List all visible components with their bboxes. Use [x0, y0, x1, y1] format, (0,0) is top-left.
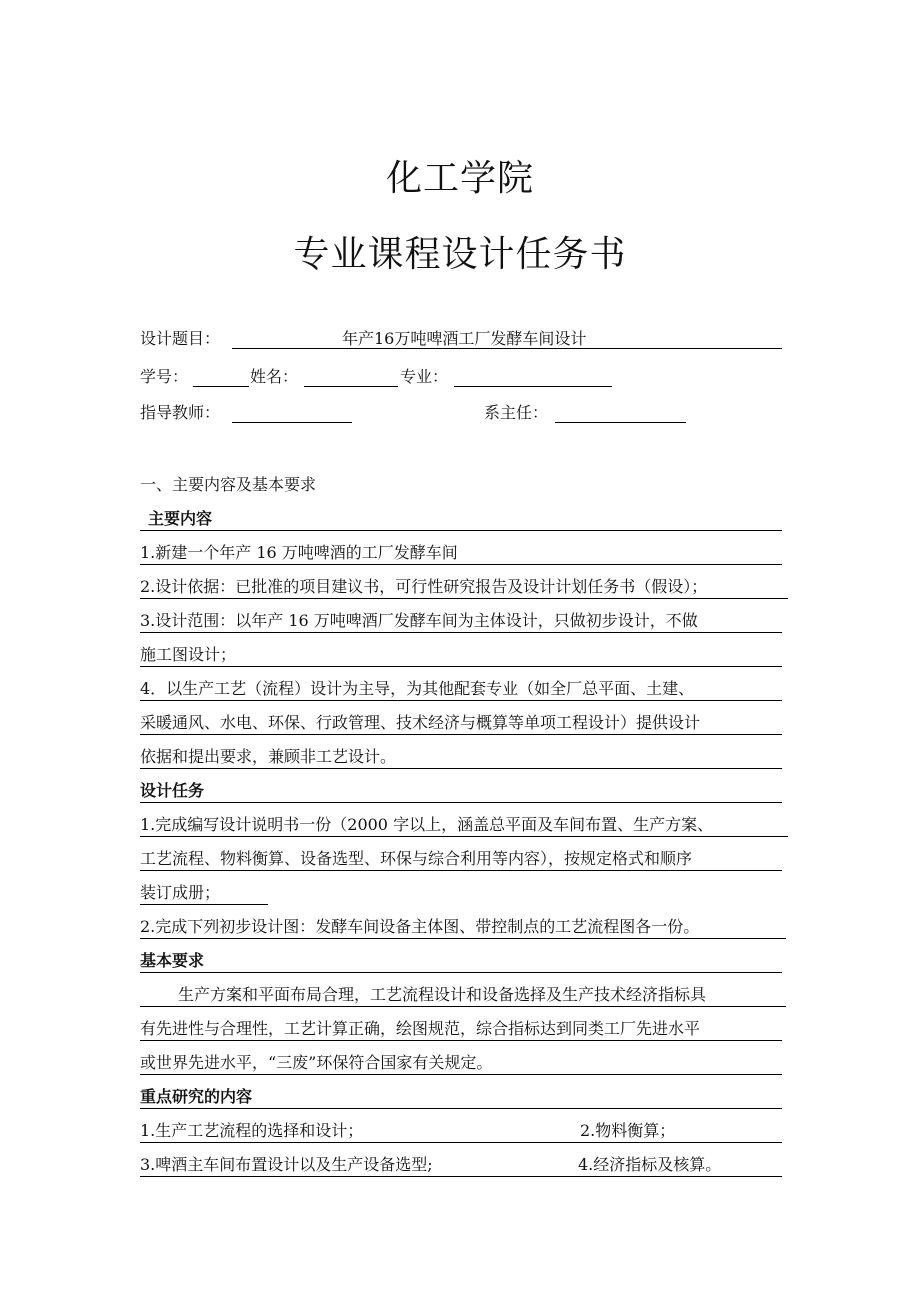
- focus-item: 3.啤酒主车间布置设计以及生产设备选型;: [140, 1155, 433, 1174]
- topic-value: 年产16万吨啤酒工厂发酵车间设计: [342, 329, 587, 348]
- focus-row: [140, 1154, 782, 1177]
- student-id-label: 学号：: [140, 367, 189, 386]
- topic-label: 设计题目：: [140, 329, 221, 348]
- advisor-label: 指导教师：: [140, 403, 221, 422]
- main-item: 2.设计依据：已批准的项目建议书，可行性研究报告及设计计划任务书（假设）；: [140, 576, 788, 599]
- main-item: 依据和提出要求，兼顾非工艺设计。: [140, 746, 782, 769]
- requirement-text: 生产方案和平面布局合理，工艺流程设计和设备选择及生产技术经济指标具: [178, 985, 707, 1004]
- main-item: 采暖通风、水电、环保、行政管理、技术经济与概算等单项工程设计）提供设计: [140, 712, 782, 735]
- main-item: 3.设计范围：以年产 16 万吨啤酒厂发酵车间为主体设计，只做初步设计，不做: [140, 610, 782, 633]
- advisor-field: [232, 400, 352, 423]
- focus-item: 4.经济指标及核算。: [578, 1155, 722, 1174]
- requirement-line: 有先进性与合理性，工艺计算正确，绘图规范，综合指标达到同类工厂先进水平: [140, 1018, 782, 1041]
- main-item: 4．以生产工艺（流程）设计为主导，为其他配套专业（如全厂总平面、土建、: [140, 678, 782, 701]
- requirement-line: [140, 984, 786, 1007]
- focus-heading: 重点研究的内容: [140, 1086, 782, 1109]
- task-item: 2.完成下列初步设计图：发酵车间设备主体图、带控制点的工艺流程图各一份。: [140, 916, 786, 939]
- main-content-heading: [140, 508, 782, 531]
- requirements-heading: 基本要求: [140, 950, 782, 973]
- focus-item: 1.生产工艺流程的选择和设计；: [140, 1121, 364, 1140]
- topic-field: [232, 326, 782, 349]
- document-title: 专业课程设计任务书: [293, 234, 627, 275]
- section-heading: 一、主要内容及基本要求: [140, 475, 317, 494]
- dept-head-field: [555, 400, 686, 423]
- dept-head-label: 系主任：: [484, 403, 549, 422]
- main-item: 1.新建一个年产 16 万吨啤酒的工厂发酵车间: [140, 542, 782, 565]
- main-content-heading-text: 主要内容: [148, 509, 213, 528]
- student-id-field: [193, 364, 249, 387]
- name-field: [304, 364, 398, 387]
- task-item: 1.完成编写设计说明书一份（2000 字以上，涵盖总平面及车间布置、生产方案、: [140, 814, 788, 837]
- major-field: [454, 364, 612, 387]
- name-label: 姓名：: [250, 367, 299, 386]
- requirement-line: 或世界先进水平，“三废”环保符合国家有关规定。: [140, 1052, 782, 1075]
- focus-row: [140, 1120, 782, 1143]
- major-label: 专业：: [400, 367, 449, 386]
- focus-item: 2.物料衡算；: [580, 1121, 676, 1140]
- task-item: 装订成册；: [140, 882, 268, 905]
- main-item: 施工图设计；: [140, 644, 782, 667]
- task-heading: 设计任务: [140, 780, 782, 803]
- school-title: 化工学院: [385, 158, 534, 199]
- task-item: 工艺流程、物料衡算、设备选型、环保与综合利用等内容），按规定格式和顺序: [140, 848, 782, 871]
